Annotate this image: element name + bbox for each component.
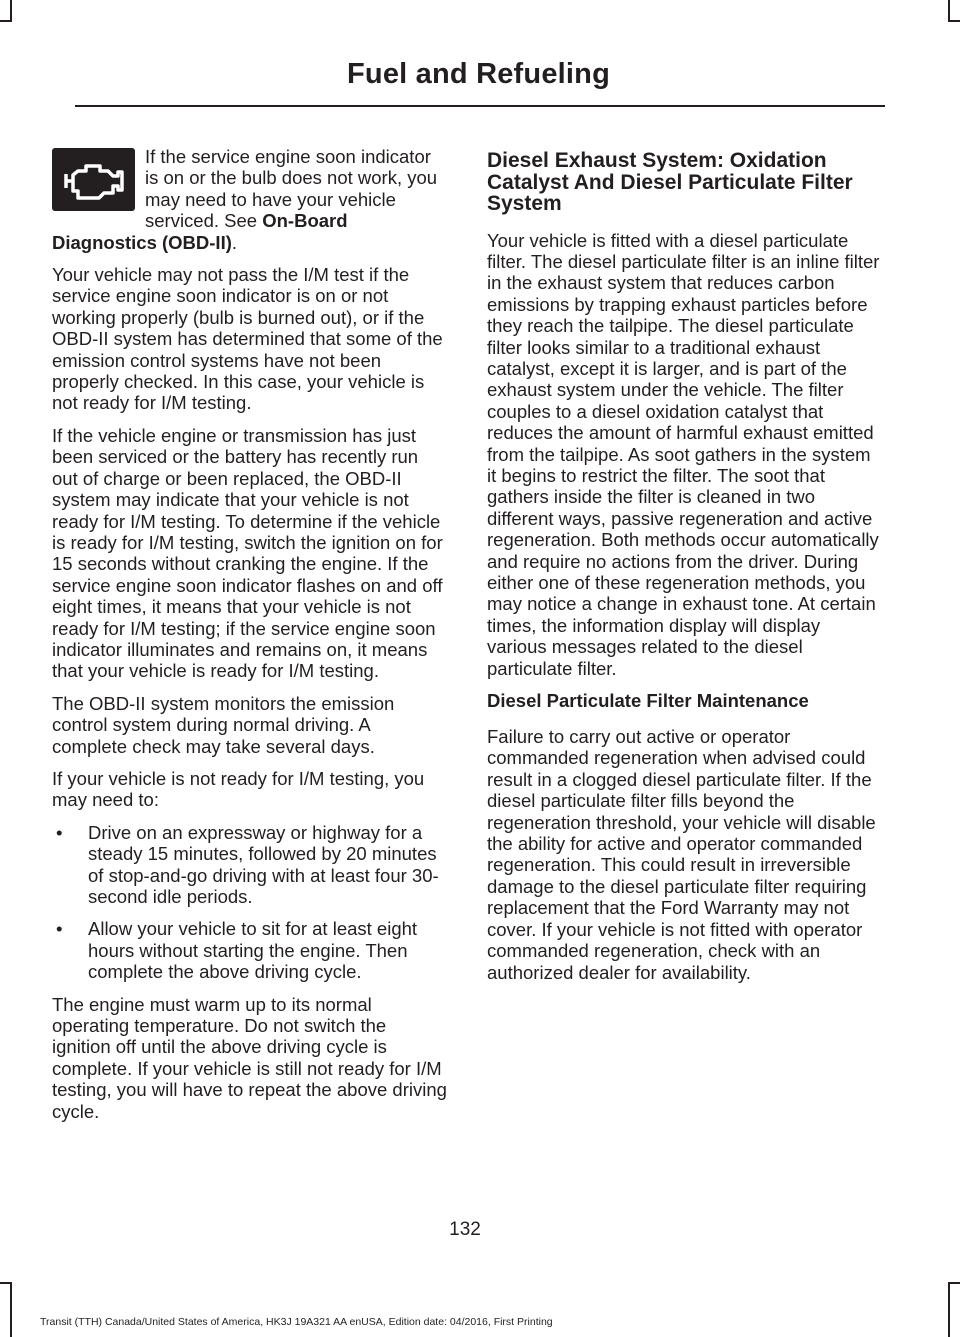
paragraph: If your vehicle is not ready for I/M testing, you may need to: xyxy=(52,767,425,811)
engine-icon xyxy=(52,148,135,211)
paragraph: Your vehicle may not pass the I/M test if the service engine soon indicator is on or not working properly (bulb is burned out), or if the OBD-II system has determined that some of the emission control systems have not been properly checked. In this case, your vehicle is not ready for I/M testing. xyxy=(52,264,443,414)
crop-mark xyxy=(948,20,960,22)
paragraph: The OBD-II system monitors the emission control system during normal driving. A complete check may take several days. xyxy=(52,692,395,757)
paragraph: If the vehicle engine or transmission has just been serviced or the battery has recently run out of charge or been replaced, the OBD-II system may indicate that your vehicle is not ready for I/M testing. To determine if the vehicle is ready for I/M testing, switch the ignition on for 15 seconds without cranking the engine. If the service engine soon indicator flashes on and off eight times, it means that your vehicle is not ready for I/M testing; if the service engine soon indicator illuminates and remains on, it means that your vehicle is ready for I/M testing. xyxy=(52,424,443,682)
crop-mark xyxy=(10,0,12,20)
intro-end: . xyxy=(231,231,238,253)
list-item: • Drive on an expressway or highway for a steady 15 minutes, followed by 20 minutes of stop-and-go driving with at least four 30-second idle periods. xyxy=(52,822,447,908)
footer-text: Transit (TTH) Canada/United States of America, HK3J 19A321 AA enUSA, Edition date: 04/2016, First Printing xyxy=(40,1316,553,1328)
crop-mark xyxy=(948,1282,960,1284)
intro-paragraph xyxy=(52,146,447,253)
page-title: Fuel and Refueling xyxy=(347,58,610,90)
section-heading: Diesel Exhaust System: Oxidation Catalyst And Diesel Particulate Filter System xyxy=(487,149,853,215)
crop-mark xyxy=(948,1282,950,1337)
crop-mark xyxy=(0,20,12,22)
intro-text: If the service engine soon indicator is on or the bulb does not work, you may need to have your vehicle serviced. See xyxy=(145,146,438,232)
crop-mark xyxy=(10,1282,12,1337)
left-column xyxy=(52,146,447,1133)
paragraph: The engine must warm up to its normal operating temperature. Do not switch the ignition off until the above driving cycle is complete. If your vehicle is still not ready for I/M testing, you will have to repeat the above driving cycle. xyxy=(52,993,447,1122)
paragraph: Failure to carry out active or operator commanded regeneration when advised could result in a clogged diesel particulate filter. If the diesel particulate filter fills beyond the regeneration threshold, your vehicle will disable the ability for active and operator commanded regeneration. This could result in irreversible damage to the diesel particulate filter requiring replacement that the Ford Warranty may not cover. If your vehicle is not fitted with operator commanded regeneration, check with an authorized dealer for availability. xyxy=(487,726,876,983)
subsection-heading: Diesel Particulate Filter Maintenance xyxy=(487,690,809,712)
right-column xyxy=(487,146,882,994)
list-item: • Allow your vehicle to sit for at least eight hours without starting the engine. Then complete the above driving cycle. xyxy=(52,918,447,982)
paragraph: Your vehicle is fitted with a diesel particulate filter. The diesel particulate filter is an inline filter in the exhaust system that reduces carbon emissions by trapping exhaust particles before they reach the tailpipe. The diesel particulate filter looks similar to a traditional exhaust catalyst, except it is larger, and is part of the exhaust system under the vehicle. The filter couples to a diesel oxidation catalyst that reduces the amount of harmful exhaust emitted from the tailpipe. As soot gathers in the system it begins to restrict the filter. The soot that gathers inside the filter is cleaned in two different ways, passive regeneration and active regeneration. Both methods occur automatically and require no actions from the driver. During either one of these regeneration methods, you may notice a change in exhaust tone. At certain times, the information display will display various messages related to the diesel particulate filter. xyxy=(487,229,880,679)
bullet-list xyxy=(52,822,447,983)
page-number: 132 xyxy=(449,1219,481,1240)
header-rule xyxy=(75,105,885,107)
crop-mark xyxy=(0,1282,12,1284)
crop-mark xyxy=(948,0,950,20)
obd-reference-link[interactable]: On-Board Diagnostics (OBD-II) xyxy=(52,210,348,253)
